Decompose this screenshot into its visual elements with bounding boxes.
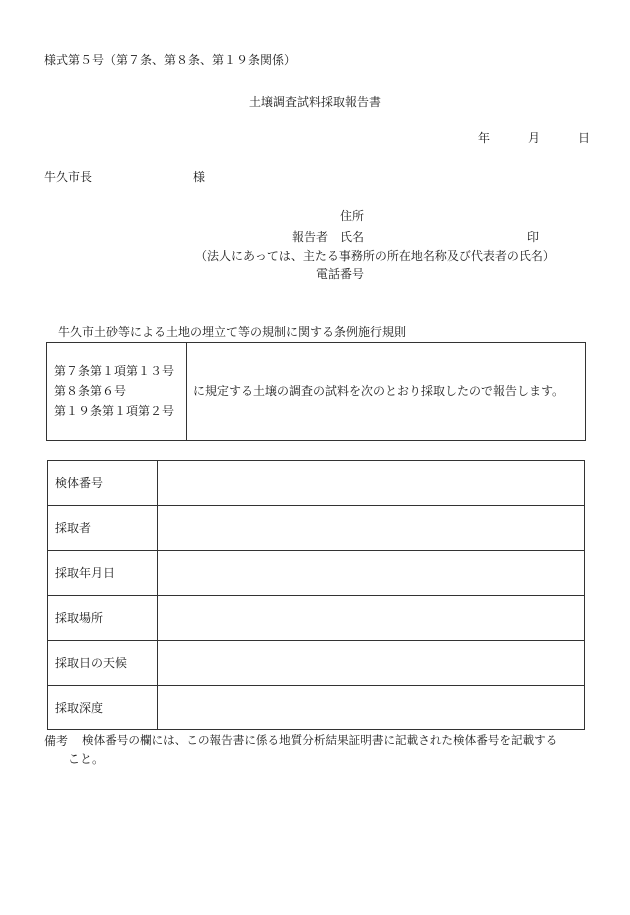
date-month-label: 月 [528,131,541,145]
remarks-text-line1: 検体番号の欄には、この報告書に係る地質分析結果証明書に記載された検体番号を記載する [82,733,558,747]
address-label: 住所 [340,209,365,223]
phone-label: 電話番号 [316,267,365,281]
remarks-text-line2: こと。 [68,752,105,766]
name-label: 氏名 [340,230,365,244]
form-number: 様式第５号（第７条、第８条、第１９条関係） [44,53,297,67]
table-row-divider [47,550,585,551]
date-year-label: 年 [478,131,491,145]
table-row-divider [47,640,585,641]
regulation-divider [186,342,187,441]
addressee-honorific: 様 [193,170,206,184]
table-row-divider [47,595,585,596]
table-row-divider [47,685,585,686]
article-ref-2: 第８条第６号 [54,384,127,398]
row-label-collection-location: 採取場所 [55,611,104,625]
row-label-collection-date: 採取年月日 [55,566,116,580]
reporter-label: 報告者 [292,230,329,244]
seal-mark: 印 [527,230,540,244]
regulation-title: 牛久市土砂等による土地の埋立て等の規制に関する条例施行規則 [58,325,407,339]
addressee-name: 牛久市長 [44,170,93,184]
date-day-label: 日 [578,131,591,145]
regulation-statement: に規定する土壌の調査の試料を次のとおり採取したので報告します。 [193,384,565,398]
regulation-articles [54,365,174,425]
row-label-weather: 採取日の天候 [55,656,128,670]
remarks-label: 備考 [44,734,69,748]
corporate-note: （法人にあっては、主たる事務所の所在地名称及び代表者の氏名） [195,249,555,263]
row-label-collector: 採取者 [55,521,92,535]
row-label-specimen-number: 検体番号 [55,476,104,490]
row-label-depth: 採取深度 [55,701,104,715]
article-ref-3: 第１９条第１項第２号 [54,404,175,418]
document-title: 土壌調査試料採取報告書 [249,95,382,109]
table-row-divider [47,505,585,506]
article-ref-1: 第７条第１項第１３号 [54,364,175,378]
